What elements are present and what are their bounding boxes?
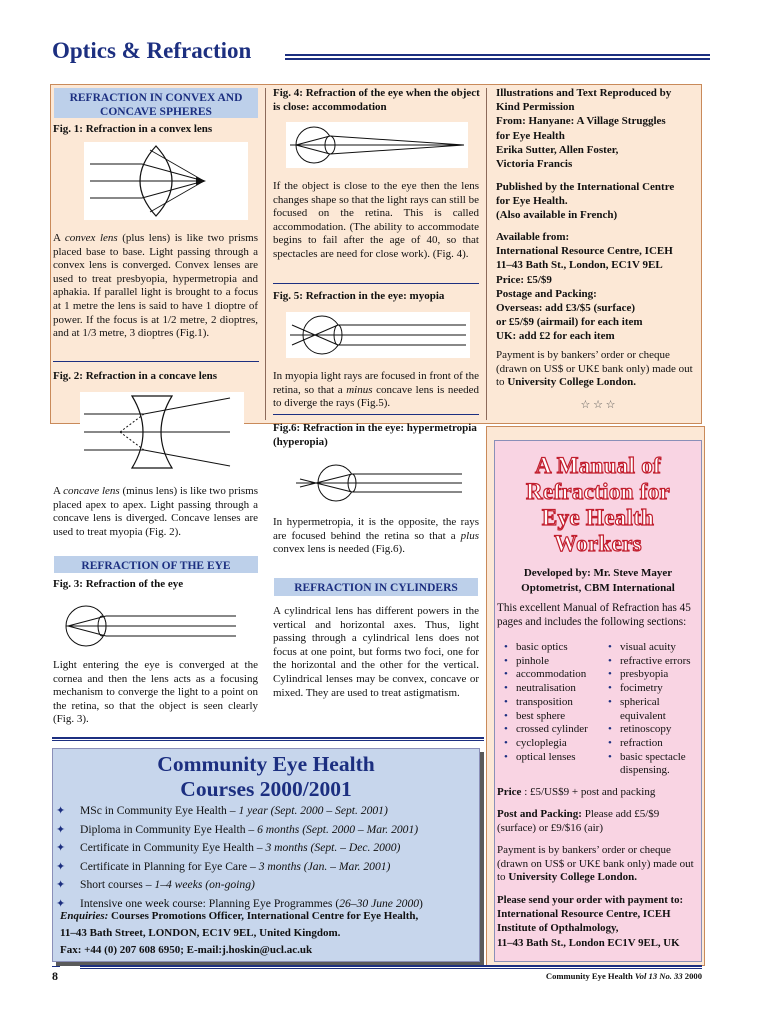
star-bullet-icon: ✦ <box>56 879 66 892</box>
manual-postage: Post and Packing: Please add £5/$9 (surface) or £9/$16 (air) <box>497 808 660 834</box>
myopia-figure <box>286 312 470 358</box>
star-bullet-icon: ✦ <box>56 897 66 910</box>
manual-intro: This excellent Manual of Refraction has 45 pages and includes the following sections: <box>497 602 691 628</box>
list-item: • crossed cylinder <box>504 723 608 737</box>
manual-payment: Payment is by bankers’ order or cheque (drawn on US$ or UK£ bank only) made out to University College London. <box>497 844 694 884</box>
list-item: dispensing. <box>620 764 670 777</box>
course-item: ✦ Diploma in Community Eye Health – 6 months (Sept. 2000 – Mar. 2001) <box>56 821 480 840</box>
title-rule <box>285 54 710 60</box>
page-number: 8 <box>52 969 58 983</box>
course-item: ✦ Intensive one week course: Planning Eye Programmes (26–30 June 2000) <box>56 895 480 914</box>
course-item: ✦ Short courses – 1–4 weeks (on-going) <box>56 876 480 895</box>
section-heading-cylinders: REFRACTION IN CYLINDERS <box>274 578 478 596</box>
star-bullet-icon: ✦ <box>56 842 66 855</box>
column-divider <box>486 88 487 420</box>
fig2-text: A concave lens (minus lens) is like two prisms placed apex to apex. Light passing through a concave lens is diverged. Concave lenses are used to treat myopia (Fig. 2). <box>53 485 259 538</box>
course-item: ✦ Certificate in Community Eye Health – 3 months (Sept. – Dec. 2000) <box>56 839 480 858</box>
courses-title: Community Eye Health Courses 2000/2001 <box>157 752 375 801</box>
fig1-text: A convex lens (plus lens) is like two prisms placed base to base. Light passing through a convex lens is converged. Convex lenses are used to treat presbyopia, hypermetropia and aphakia. If parallel light is brought to a focus at 1 metre the lens is said to have 1 dioptre of power. If the focus is at 1/2 metre, 2 dioptres, and at 1/3 metre, 3 dioptres (Fig.1). <box>53 232 258 340</box>
course-item: ✦ Certificate in Planning for Eye Care – 3 months (Jan. – Mar. 2001) <box>56 858 480 877</box>
fig6-caption: Fig.6: Refraction in the eye: hypermetropia (hyperopia) <box>273 422 477 448</box>
list-item: • pinhole <box>504 655 608 669</box>
list-item: • neutralisation <box>504 682 608 696</box>
list-item: • retinoscopy <box>608 723 702 737</box>
list-item: • best sphere <box>504 710 608 724</box>
list-item: • optical lenses <box>504 751 608 765</box>
fig3-text: Light entering the eye is converged at the cornea and then the lens acts as a focusing mechanism to converge the light to a point on the retina, so that the object is seen clearly (Fig. 3). <box>53 659 258 726</box>
journal-reference: Community Eye Health Vol 13 No. 33 2000 <box>545 971 702 981</box>
list-item: • refraction <box>608 737 702 751</box>
page-title: Optics & Refraction <box>52 38 252 63</box>
divider <box>53 361 259 362</box>
section-heading-eye: REFRACTION OF THE EYE <box>54 556 258 573</box>
star-ornament: ☆ ☆ ☆ <box>580 399 616 411</box>
list-item: • cycloplegia <box>504 737 608 751</box>
manual-title: A Manual of Refraction for Eye Health Workers <box>525 453 671 556</box>
divider <box>273 414 479 415</box>
fig5-text: In myopia light rays are focused in front of the retina, so that a minus concave lens is needed to diverge the rays (Fig.5). <box>273 370 479 410</box>
list-item: • basic optics <box>504 641 608 655</box>
list-item: • spherical <box>608 696 702 710</box>
credit-block: Illustrations and Text Reproduced by Kind Permission From: Hanyane: A Village Struggles for Eye Health Erika Sutter, Allen Foster, Victoria Francis <box>496 87 672 171</box>
order-address: Please send your order with payment to: International Resource Centre, ICEH Institute of Opthalmology, 11–43 Bath St., London EC1V 9EL, UK <box>497 894 684 949</box>
list-item: • visual acuity <box>608 641 702 655</box>
convex-lens-figure <box>84 142 248 220</box>
footer-rule <box>80 965 702 969</box>
courses-top-rule <box>52 737 484 741</box>
manual-price: Price : £5/US$9 + post and packing <box>497 786 656 798</box>
fig2-caption: Fig. 2: Refraction in a concave lens <box>53 370 218 382</box>
fig5-caption: Fig. 5: Refraction in the eye: myopia <box>273 290 445 302</box>
star-bullet-icon: ✦ <box>56 823 66 836</box>
eye-refraction-figure <box>56 598 240 654</box>
fig4-caption: Fig. 4: Refraction of the eye when the object is close: accommodation <box>273 87 480 113</box>
cylinder-text: A cylindrical lens has different powers in the vertical and horizontal axes. Thus, light passing through a cylindrical lens does not focus at one point, but forms two foci, one for the horizontal and the other for the vertical. Cylindrical lenses may be convex, concave or mixed. They are used to treat astigmatism. <box>273 605 479 699</box>
list-item: • transposition <box>504 696 608 710</box>
enquiries: Enquiries: Courses Promotions Officer, International Centre for Eye Health, 11–43 Bath Street, LONDON, EC1V 9EL, United Kingdom. Fax: +44 (0) 207 608 6950; E-mail:j.hoskin@ucl.ac.uk <box>60 910 419 956</box>
star-bullet-icon: ✦ <box>56 860 66 873</box>
fig3-caption: Fig. 3: Refraction of the eye <box>53 578 184 590</box>
courses-list <box>56 802 480 914</box>
fig6-text: In hypermetropia, it is the opposite, the rays are focused behind the retina so that a plus convex lens is needed (Fig.6). <box>273 516 479 556</box>
list-item: • focimetry <box>608 682 702 696</box>
footer-tick <box>52 966 60 967</box>
concave-lens-figure <box>80 392 244 472</box>
fig4-text: If the object is close to the eye then the lens changes shape so that the light rays can still be focused on the retina. This is called accommodation. (The ability to accommodate begins to fail after the age of 40, so that spectacles are need for close work). (Fig. 4). <box>273 180 479 260</box>
course-item: ✦ MSc in Community Eye Health – 1 year (Sept. 2000 – Sept. 2001) <box>56 802 480 821</box>
list-item: • refractive errors <box>608 655 702 669</box>
column-divider <box>265 88 266 420</box>
hypermetropia-figure <box>290 460 466 506</box>
star-bullet-icon: ✦ <box>56 805 66 817</box>
sections-list-left <box>504 641 608 764</box>
accommodation-figure <box>286 122 468 168</box>
list-item: equivalent <box>620 709 666 722</box>
payment-note: Payment is by bankers’ order or cheque (drawn on US$ or UK£ bank only) made out to University College London. <box>496 349 693 389</box>
developer-credit: Developed by: Mr. Steve Mayer Optometrist, CBM International <box>521 567 675 594</box>
list-item: • accommodation <box>504 668 608 682</box>
fig1-caption: Fig. 1: Refraction in a convex lens <box>53 123 213 135</box>
section-heading-spheres: REFRACTION IN CONVEX AND CONCAVE SPHERES <box>54 88 258 118</box>
list-item: • basic spectacle <box>608 751 702 765</box>
divider <box>273 283 479 284</box>
sections-list-right <box>608 641 702 778</box>
published-block: Published by the International Centre for Eye Health. (Also available in French) <box>496 181 675 222</box>
list-item: • presbyopia <box>608 668 702 682</box>
availability-block: Available from: International Resource Centre, ICEH 11–43 Bath St., London, EC1V 9EL Price: £5/$9 Postage and Packing: Overseas: add £3/$5 (surface) or £5/$9 (airmail) for each item UK: add £2 for each item <box>496 231 673 343</box>
